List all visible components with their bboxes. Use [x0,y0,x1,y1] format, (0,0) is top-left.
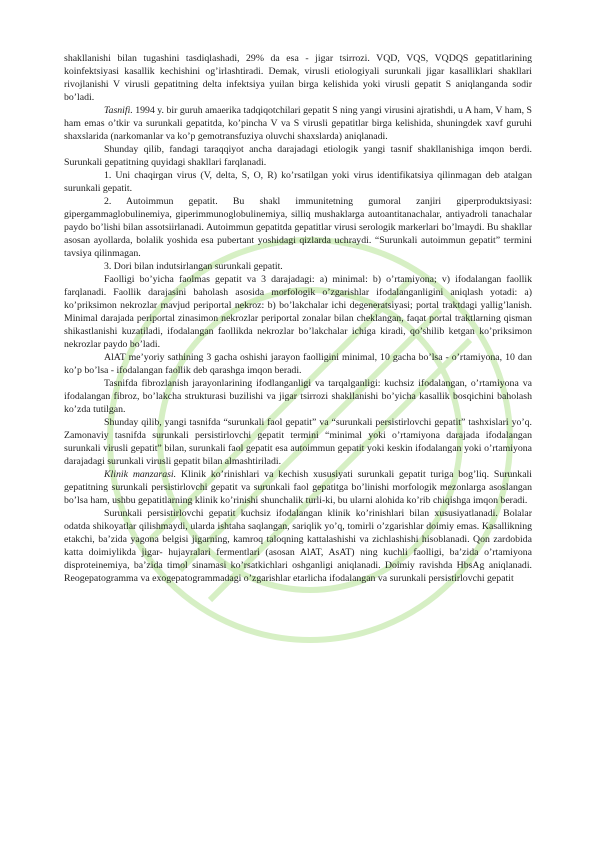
list-item-3 [64,260,532,273]
paragraph-10 [64,416,532,468]
paragraph-3 [64,143,532,169]
paragraph-text: Shunday qilib, yangi tasnifda “surunkali faol gepatit” va “surunkali persistirlovchi gepatit” tashxislari yo’q. Zamonaviy tasnifda surunkali persistirlovchi gepatit termini “minimal yoki o’rtamiyona darajada ifodalangan surunkali virusli gepatit” bilan, surunkali faol gepatit esa autoimmun gepatit yoki keskin ifodalangan yoki o’rtamiyona darajadagi surunkali virusli gepatit bilan almashtiriladi. [64,417,532,467]
paragraph-lead-klinik-manzarasi: Klinik manzarasi. [104,469,177,480]
paragraph-7 [64,273,532,351]
document-body [64,52,532,585]
paragraph-text: 3. Dori bilan indutsirlangan surunkali gepatit. [104,261,283,272]
paragraph-text: AlAT me’yoriy sathining 3 gacha oshishi jarayon faolligini minimal, 10 gacha bo’lsa - o’rtamiyona, 10 dan ko’p bo’lsa - ifodalangan faollik deb qarashga imqon beradi. [64,352,532,376]
paragraph-lead-tasnifi: Tasnifi. [104,105,133,116]
paragraph-text: Faolligi bo’yicha faolmas gepatit va 3 darajadagi: a) minimal: b) o’rtamiyona; v) ifodalangan faollik farqlanadi. Faollik darajasini baholash asosida morfologik o’zgarishlar ifodalanganligini aniqlash yotadi: a) ko’priksimon nekrozlar mavjud periportal nekroz: b) bo’lakchalar ichi degeneratsiyasi; portal traktdagi yallig’lanish. Minimal darajada periportal zinasimon nekrozlar periportal zonalar bilan cheklangan, faqat portal traktlarning qisman shikastlanishi kuzatiladi, ifodalangan faollikda nekrozlar bo’lakchalar ichiga kiradi, qo’shilib ketgan ko’priksimon nekrozlar paydo bo’ladi. [64,274,532,350]
paragraph-8 [64,351,532,377]
list-item-1 [64,169,532,195]
paragraph-text: Surunkali persistirlovchi gepatit kuchsiz ifodalangan klinik ko’rinishlari bilan xususiyatlanadi. Bolalar odatda shikoyatlar qilishmaydi, ularda ishtaha saqlangan, sariqlik yo’q, tomirli o’zgarishlar doimiy emas. Kasallikning etakchi, ba’zida yagona belgisi jigarning, kamroq taloqning kattalashishi va zichlashishi hisoblanadi. Qon zardobida katta doimiylikda jigar- hujayralari fermentlari (asosan AlAT, AsAT) ning kuchli faolligi, ba’zida o’rtamiyona disproteinemiya, ba’zida timol sinamasi ko’rsatkichlari oshganligi aniqlanadi. Doimiy ravishda HbsAg aniqlanadi. Reogepatogramma va exogepatogrammadagi o’zgarishlar etarlicha ifodalangan va surunkali persistirlovchi gepatit [64,508,532,584]
paragraph-9 [64,377,532,416]
paragraph-text: 2. Autoimmun gepatit. Bu shakl immunitetning gumoral zanjiri giperproduktsiyasi: gipergammaglobulinemiya, giperimmunoglobulinemiya, silliq mushaklarga autoantitanachalar, antiyadroli tanachalar paydo bo’lishi bilan assotsiirlanadi. Autoimmun gepatitda gepatitlar virusi serologik markerlari bo’lmaydi. Bu shakllar asosan ayollarda, bolalik yoshida esa pubertant yoshidagi qizlarda uchraydi. “Surunkali autoimmun gepatit” termini tavsiya qilinmagan. [64,196,532,259]
paragraph-11 [64,468,532,507]
paragraph-text: Klinik ko’rinishlari va kechish xususiyati surunkali gepatit turiga bog’liq. Surunkali gepatitning surunkali persistirlovchi gepatit va surunkali faol gepatitga bo’linishi morfologik mezonlarga asoslangan bo’lsa ham, ushbu gepatitlarning klinik ko’rinishi shunchalik turli-ki, bu ularni alohida ko’rib chiqishga imqon beradi. [64,469,532,506]
paragraph-2 [64,104,532,143]
paragraph-1 [64,52,532,104]
paragraph-text: Shunday qilib, fandagi taraqqiyot ancha darajadagi etiologik yangi tasnif shakllanishiga imqon berdi. Surunkali gepatitning quyidagi shakllari farqlanadi. [64,144,532,168]
paragraph-text: shakllanishi bilan tugashini tasdiqlashadi, 29% da esa - jigar tsirrozi. VQD, VQS, VQDQS gepatitlarining koinfektsiyasi kasallik kechishini og’irlashtiradi. Demak, virusli etiologiyali surunkali jigar kasalliklari shakllari rivojlanishi V virusli gepatitning delta infektsiya yuilan birga kelishida yoki virusli gepatit S aniqlanganda sodir bo’ladi. [64,53,532,103]
paragraph-text: 1. Uni chaqirgan virus (V, delta, S, O, R) ko’rsatilgan yoki virus identifikatsiya qilinmagan deb atalgan surunkali gepatit. [64,170,532,194]
paragraph-text: 1994 y. bir guruh amaerika tadqiqotchilari gepatit S ning yangi virusini ajratishdi, u A ham, V ham, S ham emas o’tkir va surunkali gepatitda, ko’pincha V va S virusli gepatitlar birga kelishida, shuningdek xavf guruhi shaxslarida (narkomanlar va ko’p gemotransfuziya oluvchi shaxslarda) aniqlanadi. [64,105,532,142]
paragraph-12 [64,507,532,585]
list-item-2 [64,195,532,260]
paragraph-text: Tasnifda fibrozlanish jarayonlarining ifodlanganligi va tarqalganligi: kuchsiz ifodalangan, o’rtamiyona va ifodalangan fibroz, bo’lakcha strukturasi buzilishi va jigar tsirrozi shakllanishi bo’yicha kasallik bosqichini baholash ko’zda tutilgan. [64,378,532,415]
